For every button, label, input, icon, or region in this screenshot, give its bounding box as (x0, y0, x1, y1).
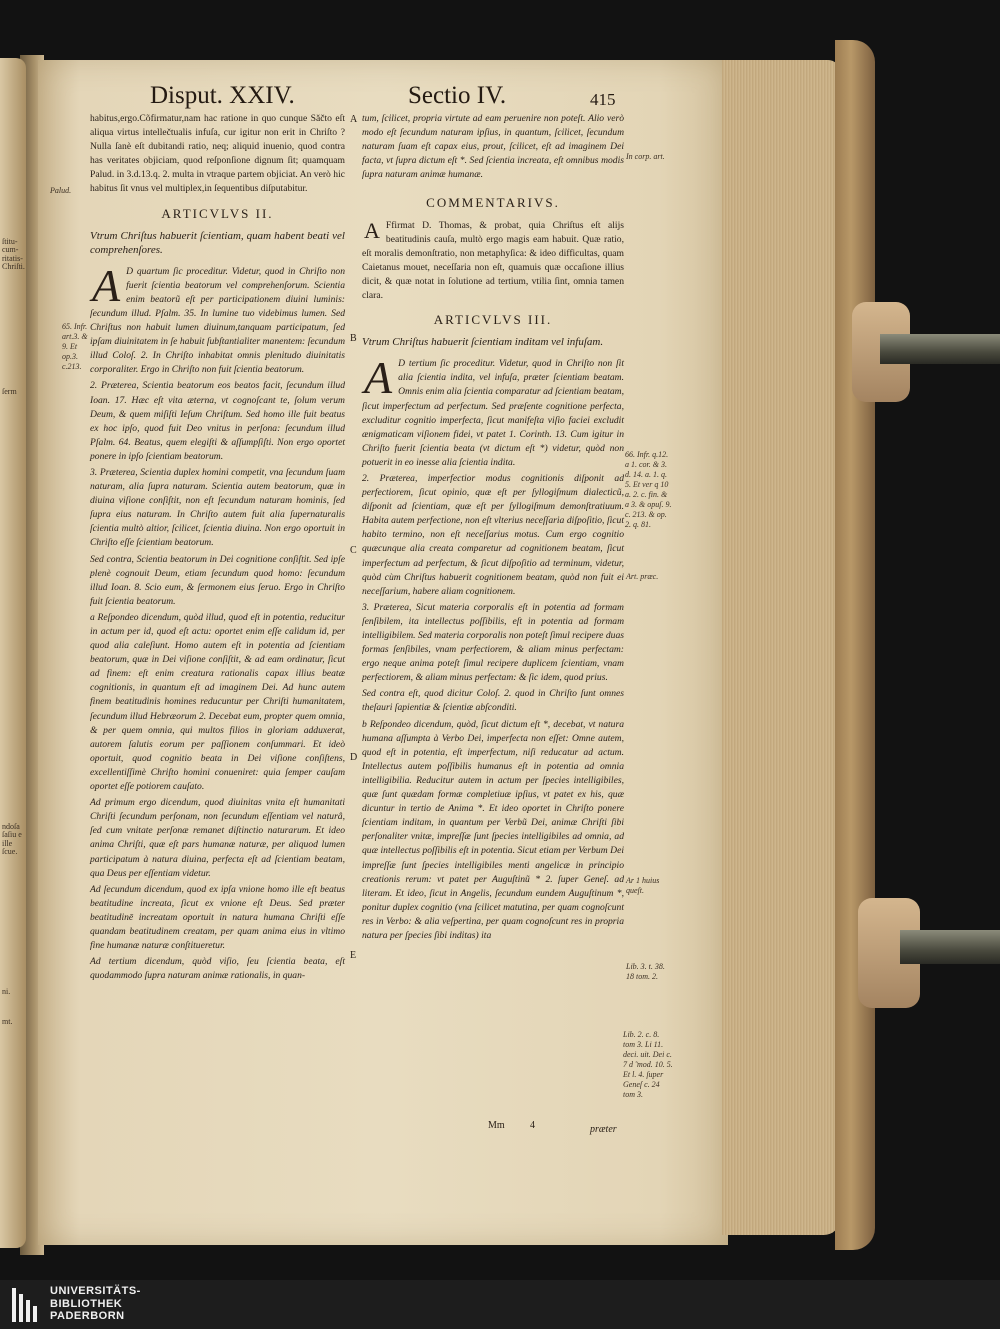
left-page-edge (0, 58, 26, 1248)
article-2-reply-2: Ad ſecundum dicendum, quod ex ipſa vnione homo ille eſt beatus beatitudine increata, ſicut ex vnione eſt Deus. Sed præter beatitudinē increatam oportuit in natura humana Chriſti eſſe quandam beatitudinem creatam, per quam anima eius in vltimo fine humanæ naturæ conſtitueretur. (90, 883, 345, 952)
section-letter: B (350, 333, 357, 344)
drop-cap: A (92, 259, 121, 311)
drop-cap: A (364, 217, 380, 243)
article-3-question: Vtrum Chriſtus habuerit ſcientiam inditam vel infuſam. (362, 336, 604, 349)
margin-note: Lib. 3. t. 38. 18 tom. 2. (626, 962, 665, 981)
article-3-objection-1: D tertium ſic proceditur. Videtur, quod in Chriſto non ſit alia ſcientia indita, vel infuſa, præter ſcientiam beatam. Omnis enim alia ſcientia comparatur ad ſcientiam beatam, ſicut imperfectum ad perfectum. Sed præſente cognitione perfecta, excluditur cognitio imperfecta, ſicut manifeſta viſio faciei excludit ænigmaticam viſionem fidei, vt patet 1. Corinth. 13. Cum igitur in Chriſto fuerit ſcientia beata (vt dictum eſt *) videtur, quòd non potuerit in eo inesse alia ſcientia indita. (362, 358, 624, 468)
left-fragment: ni. (2, 987, 11, 996)
library-logo-icon (12, 1288, 42, 1322)
right-intro: tum, ſcilicet, propria virtute ad eam peruenire non poteſt. Alio verò modo eſt ſecundum naturam ipſius, in quantum, ſcilicet, ſecundum naturam ſuam eſt capax eius, prout, ſcilicet, eſt ad imaginem Dei facta, vt ſupra dictum eſt *. Sed ſcientia increata, eſt omnibus modis ſupra naturam animæ humanæ. (362, 113, 624, 181)
left-fragment: ſtitu- cum- ritatis- Chriſti. (2, 237, 25, 272)
library-name-line: UNIVERSITÄTS- (50, 1285, 141, 1297)
library-name (50, 1285, 141, 1323)
article-2-respondeo: a Reſpondeo dicendum, quòd illud, quod eſt in potentia, reducitur in actum per id, quod eſt actu: oportet enim eſſe calidum id, per quod alia caleſiunt. Homo autem eſt in potentia ad ſcientiam beatorum, quæ in Dei viſione conſiſtit, & ad eam ordinatur, ſicut ad finem: eſt enim creatura rationalis capax illius beatæ cognitionis, in quantum eſt ad imaginem Dei. Ad hunc autem finem beatitudinis homines reducuntur per Chriſti humanitatem, ſecundum illud Hebræorum 2. Decebat eum, propter quem omnia, & per quem omnia, qui multos filios in gloriam adduxerat, autorem ſalutis eorum per paſſionem conſummari. Et ideò oportuit, quod cognitio beata in Dei viſione conſiſtens, excellentiſſimè Chriſto homini conueniret: quia ſemper cauſam oportet eſſe potiorem cauſato. (90, 611, 345, 793)
catchword: præter (590, 1124, 617, 1135)
clasp-pin-lower (900, 930, 1000, 964)
left-fragment: mt. (2, 1017, 13, 1026)
margin-note: Ar 1 huius queſt. (626, 876, 660, 895)
article-2-question: Vtrum Chriſtus habuerit ſcientiam, quam habent beati vel comprehenſores. (90, 229, 345, 256)
drop-cap: A (364, 352, 393, 404)
library-name-line: PADERBORN (50, 1310, 125, 1322)
commentarius-text: Ffirmat D. Thomas, & probat, quia Chriſtus eſt alijs beatitudinis cauſa, multò ergo magis eam habuit. Quæ ratio, eſt moralis demonſtratio, non metaphyſica: & ideo difficultas, quam Caietanus mouet, neceſſaria non eſt, quamuis quæ occaſione illius dicit, & quæ notat in ſolutione ad tertium, vtilia ſint, omnia tamen clara. (362, 219, 624, 302)
library-name-line: BIBLIOTHEK (50, 1297, 123, 1310)
book-cover-edge (835, 40, 875, 1250)
left-column (90, 112, 345, 985)
margin-note: Lib. 2. c. 8. tom 3. Li 11. deci. uit. Dei c. 7 d ̃ mod. 10. 5. Et l. 4. ſuper Geneſ c. 24 tom 3. (623, 1030, 673, 1099)
margin-note: Art. præc. (626, 572, 659, 581)
article-3-heading: ARTICVLVS III. (433, 312, 553, 328)
page-number: 415 (590, 90, 616, 109)
section-letter: E (350, 950, 357, 961)
article-2-objection-1: D quartum ſic proceditur. Videtur, quod in Chriſto non fuerit ſcientia beatorum vel comprehenſorum. Scientia enim beatorũ eſt per participationem diuini luminis: ſecundum illud. Pſalm. 35. In lumine tuo videbimus lumen. Sed Chriſtus non habuit lumen diuinum,tanquam participatum, ſed ipſam diuinitatem in ſe habuit ſubſtantialiter manentem: ſecundum illud Coloſ. 2. In Chriſto inhabitat omnis plenitudo diuinitatis corporaliter. Ergo in Chriſto non fuit ſcientia beatorum. (90, 265, 345, 376)
margin-note: 66. Infr. q.12. a 1. cor. & 3. d. 14. a. 1. q. 5. Et ver q 10 a. 2. c. fin. & a 3. & opuſ. 9. c. 213. & op. 2. q. 81. (625, 450, 672, 529)
article-3-sed-contra: Sed contra eſt, quod dicitur Coloſ. 2. quod in Chriſto ſunt omnes theſauri ſapientiæ & ſcientiæ abſconditi. (362, 688, 624, 714)
left-fragment: ndoſa ſaſiu e ille ſcue. (2, 822, 22, 857)
section-letter: C (350, 545, 357, 556)
margin-note: Palud. (50, 186, 72, 195)
left-intro: habitus,ergo.Cõfirmatur,nam hac ratione in quo cunque Săčto eſt aliqua virtus intellečtualis infuſa, cur igitur non erit in Chriſto ? Nulla ſanè eſt dubitandi ratio, neq; aliquid inuenio, quod contra has veritates objiciam, quod reſponſione dignum ſit; quamquam Palud. in 3.d.13.q. 2. multa in vtraque partem objiciat. An verò hic habitus ſit vnus vel multiplex,in ſequentibus diſputabitur. (90, 113, 345, 195)
article-3-objection-2: 2. Præterea, imperfectior modus cognitionis diſponit ad perfectiorem, ſicut opinio, quæ eſt per ſyllogiſmum dialecticũ, diſponit ad ſcientiam, quæ eſt per ſyllogiſmum demonſtratiuum. Habita autem perfectione, non eſt vlterius neceſſaria diſpoſitio, ſicut habito termino, non eſt neceſſarius motus. Cum ergo cognitio quæcunque alia creata comparetur ad cognitionem beatam, ſicut imperfectum ad perfectum, & ſicut diſpoſitio ad terminum, videtur, quòd cùm Chriſtus habuerit cognitionem beatam, quòd non fuit ei neceſſarium, habere aliam cognitionem. (362, 472, 624, 597)
margin-note: In corp. art. (626, 152, 665, 161)
commentarius-heading: COMMENTARIVS. (426, 195, 560, 211)
library-footer (0, 1280, 1000, 1329)
page-edges (722, 60, 840, 1235)
clasp-pin-upper (880, 334, 1000, 364)
running-head-left: Disput. XXIV. (150, 82, 295, 109)
right-column (362, 112, 624, 945)
article-2-heading: ARTICVLVS II. (161, 205, 274, 221)
section-letter: D (350, 752, 358, 763)
article-3-respondeo: b Reſpondeo dicendum, quòd, ſicut dictum eſt *, decebat, vt natura humana aſſumpta à Verbo Dei, imperfecta non eſſet: Omne autem, quod eſt in potentia, eſt imperfectum, niſi reducatur ad actum. Intellectus autem poſſibilis humanus eſt in potentia ad omnia intelligibilia. Reducitur autem in actum per ſpecies intelligibiles, quæ ſunt quædam formæ completiuæ ipſius, vt patet ex his, quæ dicuntur in tertio de Anima *. Et ideo oportet in Chriſto ponere ſcientiam inditam, in quantum per Verbũ Dei, animæ Chriſti ſibi perſonaliter vnitæ, impreſſæ ſunt ſpecies intelligibiles ad omnia, ad quæ intellectus poſſibilis eſt in potentia. Sicut etiam per Verbum Dei impreſſæ ſunt ſpecies intelligibiles menti angelicæ in principio creationis rerum: vt patet per Auguſtinũ * 2. ſuper Geneſ. ad literam. Et ideo, ſicut in Angelis, ſecundum eundem Auguſtinum *, ponitur duplex cognitio (vna ſcilicet matutina, per quam cognoſcunt res in Verbo: & alia veſpertina, per quam cognoſcunt res in propria natura per ſpecies ſibi inditas) ita (362, 718, 624, 941)
signature-mark: Mm (488, 1120, 505, 1131)
article-2-reply-3: Ad tertium dicendum, quòd viſio, ſeu ſcientia beata, eſt quodammodo ſupra naturam animæ rationalis, in quan- (90, 956, 345, 982)
article-2-sed-contra: Sed contra, Scientia beatorum in Dei cognitione conſiſtit. Sed ipſe plenè cognouit Deum, etiam ſecundum quod homo: ſecundum illud Ioan. 8. Scio eum, & ſermonem eius ſeruo. Ergo in Chriſto fuit ſcientia beatorum. (90, 553, 345, 607)
article-3-objection-3: 3. Præterea, Sicut materia corporalis eſt in potentia ad formam ſenſibilem, ita intellectus poſſibilis, eſt in potentia ad formam intelligibilem. Sed materia corporalis non poteſt ſimul recipere duas formas ſenſibiles, vnam perfectiorem, & aliam minus perfectam: ergo neque anima poteſt ſimul recipere duplicem ſcientiam, vnam perfectiorem, & aliam minus perfectam: & ſic idem, quod prius. (362, 601, 624, 684)
article-2-objection-2: 2. Præterea, Scientia beatorum eos beatos facit, ſecundum illud Ioan. 17. Hæc eſt vita æterna, vt cognoſcant te, ſolum verum Deum, & quem miſiſti Ieſum Chriſtum. Sed homo ille fuit beatus ex hoc ipſo, quod fuit Deo vnitus in perſona: ſecundum illud Pſalm. 64. Beatus, quem elegiſti & aſſumpſiſti. Non ergo oportet ponere in ipſo ſcientiam beatorum. (90, 380, 345, 462)
article-2-reply-1: Ad primum ergo dicendum, quod diuinitas vnita eſt humanitati Chriſti ſecundum perſonam, non ſecundum eſſentiam vel naturâ, ſed cum vnitate perſonæ remanet diſtinctio naturarum. Et ideo anima Chriſti, quæ eſt pars humanæ naturæ, per aliquod lumen participatum à natura diuina, perfecta eſt ad ſcientiam beatam, qua Deus per eſſentiam videtur. (90, 797, 345, 879)
margin-note: 65. Infr. art.3. & 9. Et op.3. c.213. (62, 322, 88, 371)
article-2-objection-3: 3. Præterea, Scientia duplex homini competit, vna ſecundum ſuam naturam, alia ſupra naturam. Scientia autem beatorum, quæ in diuina viſione conſiſtit, non eſt ſecundum naturam hominis, ſed ſupra eius naturam. In Chriſto autem fuit alia ſupernaturalis ſcientia multò altior, ſcilicet, ſcientia diuina. Non ergo oportuit in Chriſto eſſe ſcientiam beatorum. (90, 466, 345, 549)
running-head-center: Sectio IV. (408, 82, 507, 109)
left-fragment: ſerm (2, 387, 17, 396)
section-letter: A (350, 114, 358, 125)
signature-number: 4 (530, 1120, 535, 1131)
